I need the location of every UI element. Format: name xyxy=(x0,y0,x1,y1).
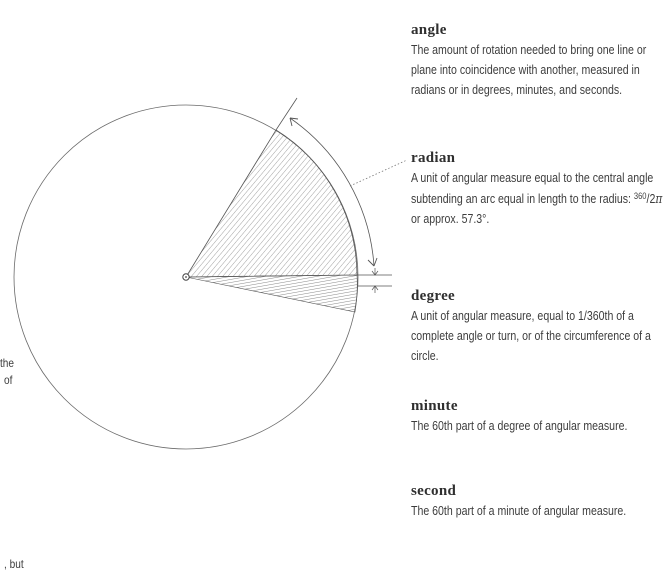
radian-leader xyxy=(350,160,407,186)
radian-fraction-numerator: 360 xyxy=(633,190,647,201)
entry-radian xyxy=(411,150,666,229)
radian-def-prefix: A unit of angular measure equal to the central angle subtending an arc equal in length to the radius: xyxy=(411,171,654,206)
cutoff-text-3: , but xyxy=(4,557,24,571)
term-degree: degree xyxy=(411,288,456,304)
entry-second xyxy=(411,483,666,522)
degree-def-prefix: A unit of angular measure, equal to xyxy=(411,309,579,323)
degree-def-suffix: th of a complete angle or turn, or of the circumference of a circle. xyxy=(411,309,651,363)
cutoff-text-1: the xyxy=(0,356,15,370)
cutoff-text-2: of xyxy=(4,373,13,387)
small-angle-marker-top xyxy=(372,268,378,275)
term-minute: minute xyxy=(411,398,458,414)
entry-angle xyxy=(411,22,666,100)
term-angle: angle xyxy=(411,22,447,38)
degree-fraction: 1/360 xyxy=(578,309,605,323)
radian-fraction-rest: /2 xyxy=(646,191,656,206)
entry-degree xyxy=(411,288,666,366)
arc-arrowhead-bottom xyxy=(368,258,377,266)
definition-minute: The 60th part of a degree of angular measure. xyxy=(411,419,628,433)
small-angle-marker-bottom xyxy=(372,286,378,293)
radian-sector xyxy=(186,130,357,277)
term-radian: radian xyxy=(411,150,456,166)
definition-second: The 60th part of a minute of angular measure. xyxy=(411,504,627,518)
extension-line xyxy=(276,98,297,130)
radian-def-suffix: or approx. 57.3°. xyxy=(411,211,490,226)
pi-symbol: π xyxy=(655,190,663,206)
definition-degree xyxy=(411,307,663,366)
center-dot xyxy=(185,276,187,278)
term-second: second xyxy=(411,483,457,499)
definition-radian xyxy=(411,169,663,229)
definition-angle: The amount of rotation needed to bring one line or plane into coincidence with another, measured in radians or in degrees, minutes, and seconds. xyxy=(411,43,647,97)
entry-minute xyxy=(411,398,666,437)
small-angle-wedge xyxy=(186,275,357,312)
